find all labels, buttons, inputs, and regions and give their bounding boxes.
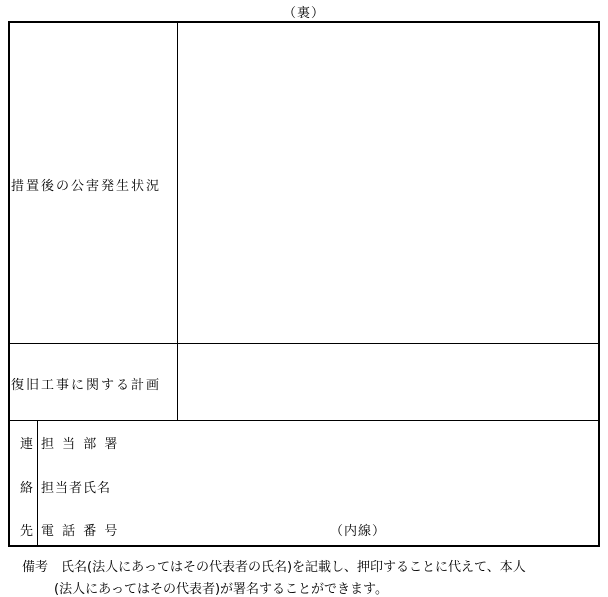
contact-column-divider xyxy=(37,420,38,547)
extension-label: （内線） xyxy=(330,524,387,539)
phone-number-field[interactable] xyxy=(140,512,330,542)
person-name-field[interactable] xyxy=(140,469,590,503)
post-measure-status-field[interactable] xyxy=(178,23,600,343)
extension-field[interactable] xyxy=(390,512,590,542)
note-line-2: (法人にあってはその代表者)が署名することができます。 xyxy=(54,582,388,597)
recovery-plan-field[interactable] xyxy=(178,344,600,420)
contact-side-char-2: 絡 xyxy=(20,481,34,496)
person-name-label: 担当者氏名 xyxy=(41,481,112,496)
report-form xyxy=(8,21,600,547)
recovery-plan-label: 復旧工事に関する計画 xyxy=(11,378,162,393)
page-title: （裏） xyxy=(282,6,325,21)
note-line-1: 備考 氏名(法人にあってはその代表者の氏名)を記載し、押印することに代えて、本人 xyxy=(22,560,526,575)
phone-number-label: 電 話 番 号 xyxy=(41,524,120,539)
row-divider-2 xyxy=(10,420,598,421)
contact-side-char-3: 先 xyxy=(20,524,34,539)
contact-side-char-1: 連 xyxy=(20,437,34,452)
department-field[interactable] xyxy=(140,425,590,459)
department-label: 担 当 部 署 xyxy=(41,437,120,452)
post-measure-status-label: 措置後の公害発生状況 xyxy=(11,179,162,194)
